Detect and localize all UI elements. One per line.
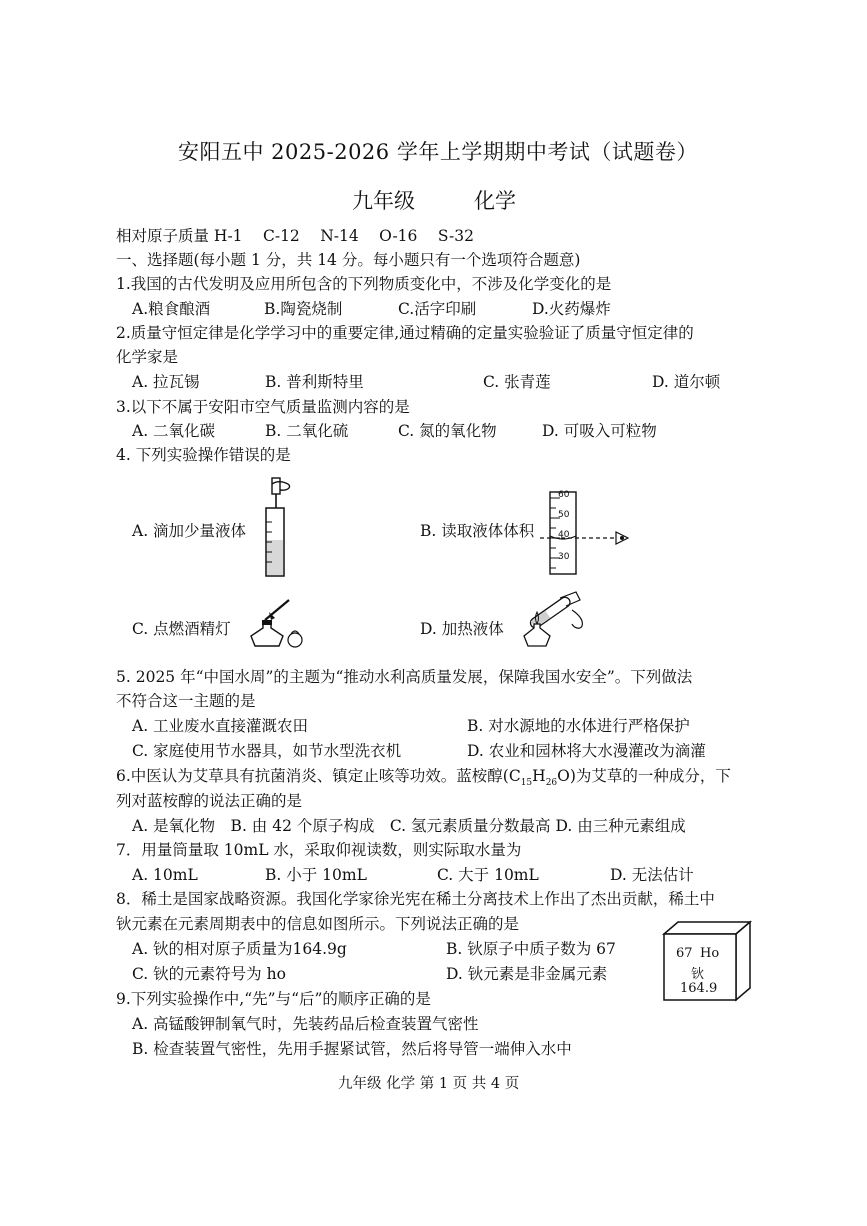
q2-option-c: C. 张青莲 [483, 373, 551, 391]
q4-option-d: D. 加热液体 [420, 620, 504, 638]
q5-option-a: A. 工业废水直接灌溉农田 [132, 717, 309, 735]
q1-option-d: D.火药爆炸 [532, 300, 611, 318]
dropper-cylinder-illustration [258, 478, 298, 578]
q8-option-a: A. 钬的相对原子质量为164.9g [132, 940, 347, 958]
alcohol-lamp-lighting-illustration [245, 598, 315, 648]
q3-option-a: A. 二氧化碳 [132, 422, 216, 440]
q5-option-c: C. 家庭使用节水器具，如节水型洗衣机 [132, 742, 402, 760]
q2-option-d: D. 道尔顿 [652, 373, 721, 391]
q9-option-a: A. 高锰酸钾制氧气时，先装药品后检查装置气密性 [132, 1015, 479, 1033]
question-8-stem: 8．稀土是国家战略资源。我国化学家徐光宪在稀土分离技术上作出了杰出贡献，稀土中 [116, 890, 715, 908]
q5-option-d: D. 农业和园林将大水漫灌改为滴灌 [467, 742, 706, 760]
q1-option-a: A.粮食酿酒 [132, 300, 211, 318]
q1-option-b: B.陶瓷烧制 [264, 300, 343, 318]
q4-option-a: A. 滴加少量液体 [132, 522, 247, 540]
q3-option-b: B. 二氧化硫 [265, 422, 349, 440]
page-footer: 九年级 化学 第 1 页 共 4 页 [338, 1076, 520, 1092]
q6-stem-pre: 6.中医认为艾草具有抗菌消炎、镇定止咳等功效。蓝桉醇(C [116, 767, 521, 785]
cyl-tick-30: 30 [558, 552, 570, 562]
cyl-tick-50: 50 [558, 510, 570, 520]
q6-options: A. 是氧化物 B. 由 42 个原子构成 C. 氢元素质量分数最高 D. 由三种元素组成 [132, 817, 686, 835]
question-2-stem-cont: 化学家是 [116, 348, 179, 366]
exam-title: 安阳五中 2025-2026 学年上学期期中考试（试题卷） [178, 140, 698, 164]
q8-option-b: B. 钬原子中质子数为 67 [446, 940, 616, 958]
q5-option-b: B. 对水源地的水体进行严格保护 [467, 717, 690, 735]
subject-label: 化学 [474, 189, 516, 213]
question-8-stem-cont: 钬元素在元素周期表中的信息如图所示。下列说法正确的是 [116, 915, 520, 933]
element-mass: 164.9 [680, 981, 718, 996]
q1-option-c: C.活字印刷 [398, 300, 477, 318]
q6-sub-c: 15 [520, 778, 533, 789]
cyl-tick-40: 40 [558, 530, 570, 540]
q2-option-a: A. 拉瓦锡 [132, 373, 200, 391]
question-6-stem-cont: 列对蓝桉醇的说法正确的是 [116, 792, 303, 810]
element-name: 钬 [691, 967, 705, 982]
q6-stem-post: O)为艾草的一种成分，下 [557, 767, 731, 785]
q7-option-c: C. 大于 10mL [437, 866, 539, 884]
heating-liquid-illustration [510, 590, 590, 650]
q8-option-d: D. 钬元素是非金属元素 [446, 965, 608, 983]
question-7-stem: 7．用量筒量取 10mL 水，采取仰视读数，则实际取水量为 [116, 841, 522, 859]
cyl-tick-60: 60 [558, 490, 570, 500]
q9-option-b: B. 检查装置气密性，先用手握紧试管，然后将导管一端伸入水中 [132, 1040, 572, 1058]
q6-stem-mid: H [532, 767, 546, 785]
element-atomic-number: 67 [676, 946, 693, 961]
section-heading: 一、选择题(每小题 1 分，共 14 分。每小题只有一个选项符合题意) [116, 251, 581, 269]
q3-option-c: C. 氮的氧化物 [398, 422, 497, 440]
question-4-stem: 4. 下列实验操作错误的是 [116, 446, 291, 464]
grade-label: 九年级 [352, 189, 415, 213]
q4-option-b: B. 读取液体体积 [420, 522, 535, 540]
q7-option-b: B. 小于 10mL [265, 866, 367, 884]
q2-option-b: B. 普利斯特里 [265, 373, 364, 391]
question-5-stem-cont: 不符合这一主题的是 [116, 692, 256, 710]
q8-option-c: C. 钬的元素符号为 ho [132, 965, 286, 983]
q7-option-d: D. 无法估计 [610, 866, 694, 884]
atomic-masses: 相对原子质量 H-1 C-12 N-14 O-16 S-32 [116, 227, 474, 245]
question-9-stem: 9.下列实验操作中,“先”与“后”的顺序正确的是 [116, 990, 431, 1008]
cylinder-reading-illustration [540, 488, 640, 578]
q6-sub-h: 26 [545, 778, 558, 789]
question-2-stem: 2.质量守恒定律是化学学习中的重要定律,通过精确的定量实验验证了质量守恒定律的 [116, 324, 694, 342]
question-1-stem: 1.我国的古代发明及应用所包含的下列物质变化中，不涉及化学变化的是 [116, 275, 612, 293]
q3-option-d: D. 可吸入可粒物 [542, 422, 657, 440]
q4-option-c: C. 点燃酒精灯 [132, 620, 231, 638]
element-symbol: Ho [700, 946, 720, 961]
question-5-stem: 5. 2025 年“中国水周”的主题为“推动水利高质量发展，保障我国水安全”。下列做法 [116, 668, 693, 686]
question-3-stem: 3.以下不属于安阳市空气质量监测内容的是 [116, 398, 410, 416]
q7-option-a: A. 10mL [132, 866, 198, 884]
